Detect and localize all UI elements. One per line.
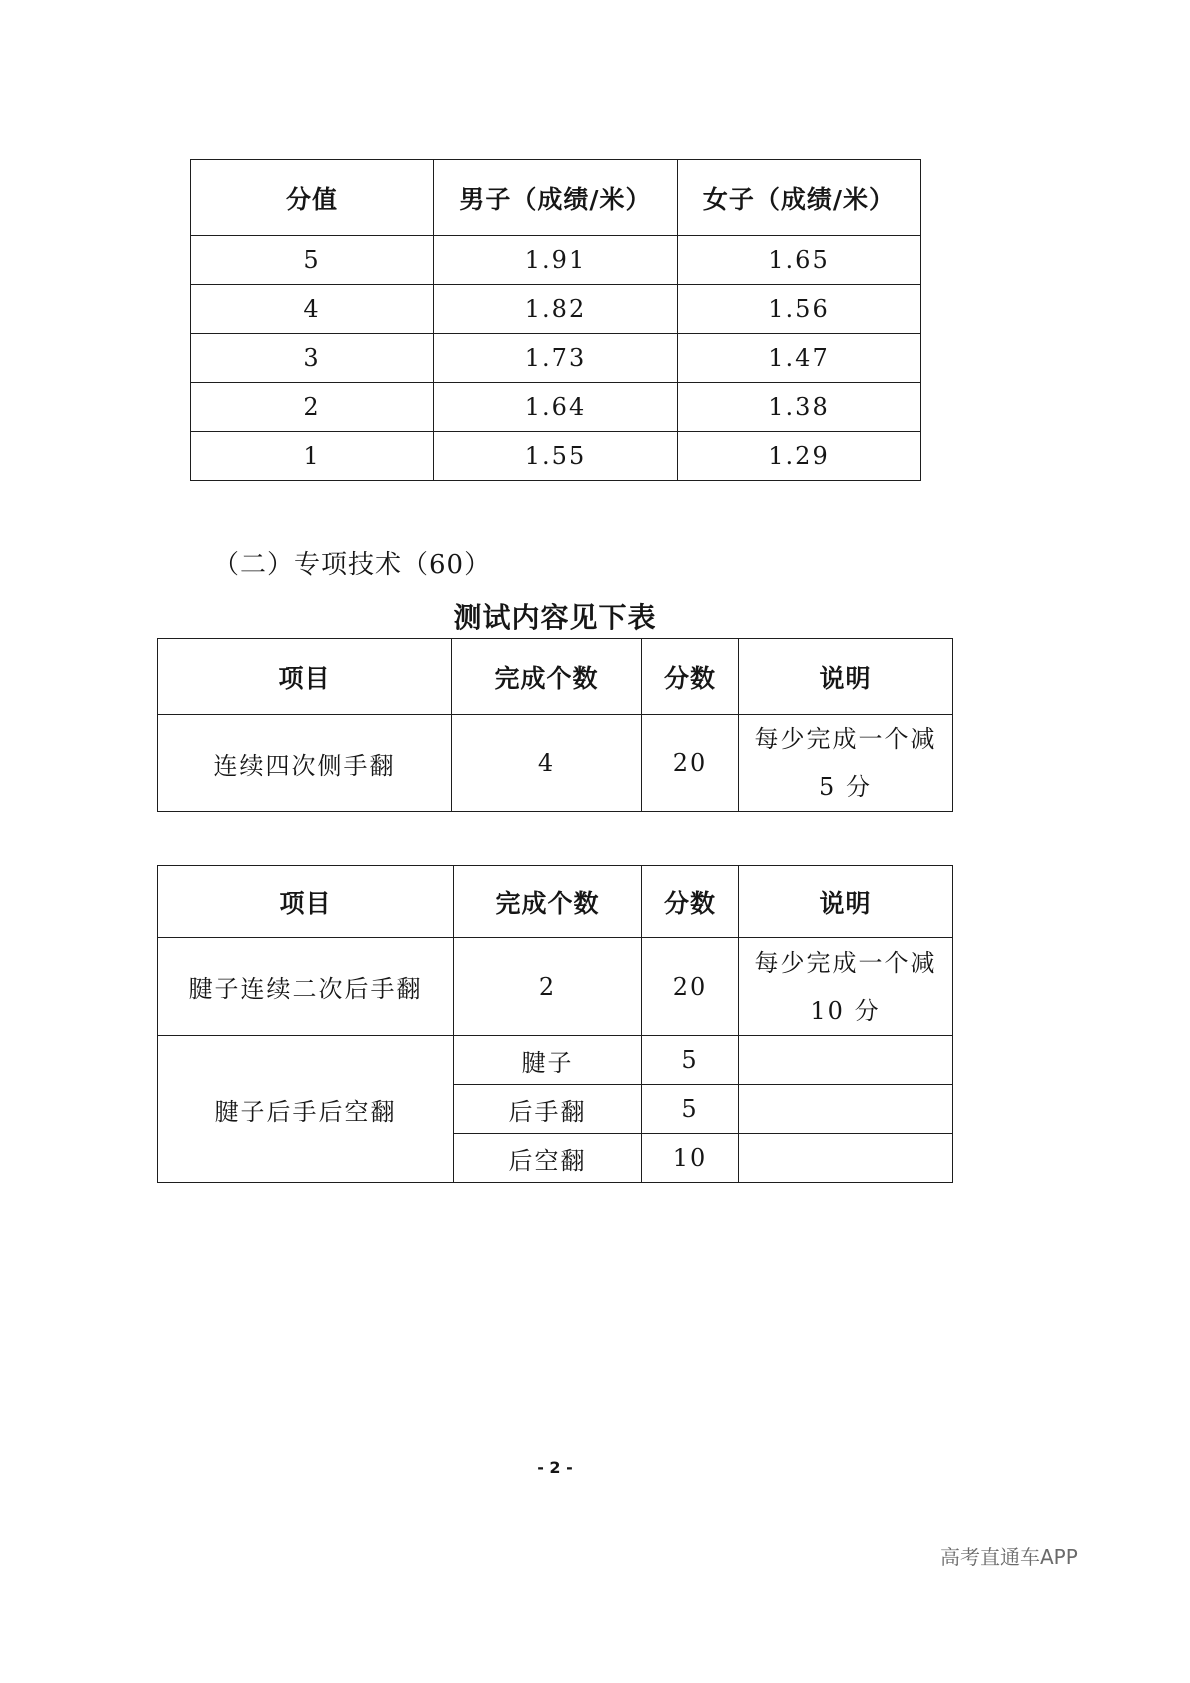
points-header: 分数	[642, 866, 739, 938]
score-table-header-row	[191, 160, 921, 236]
female-result-cell: 1.56	[678, 285, 921, 334]
page-number: - 2 -	[537, 1458, 573, 1477]
points-cell: 5	[642, 1036, 739, 1085]
score-cell: 5	[191, 236, 434, 285]
table-row	[158, 938, 953, 1036]
points-cell: 10	[642, 1134, 739, 1183]
female-result-cell: 1.38	[678, 383, 921, 432]
score-cell: 3	[191, 334, 434, 383]
note-line-1: 每少完成一个减	[754, 725, 937, 753]
count-cell: 4	[452, 715, 642, 812]
table-row	[191, 432, 921, 481]
points-cell: 20	[642, 715, 739, 812]
test-table-title: 测试内容见下表	[453, 601, 657, 634]
item-cell: 腱子连续二次后手翻	[158, 938, 454, 1036]
part-name-cell: 后空翻	[454, 1134, 642, 1183]
points-cell: 20	[642, 938, 739, 1036]
note-cell-empty	[739, 1085, 953, 1134]
table-row	[191, 285, 921, 334]
note-header: 说明	[739, 639, 953, 715]
count-cell: 2	[454, 938, 642, 1036]
score-cell: 2	[191, 383, 434, 432]
test-table-1-header-row	[158, 639, 953, 715]
table-row	[191, 334, 921, 383]
note-cell-empty	[739, 1134, 953, 1183]
points-header: 分数	[642, 639, 739, 715]
note-cell	[739, 938, 953, 1036]
note-line-2: 10 分	[810, 996, 881, 1025]
part-name-cell: 后手翻	[454, 1085, 642, 1134]
count-header: 完成个数	[454, 866, 642, 938]
score-table	[190, 159, 921, 481]
item-header: 项目	[158, 866, 454, 938]
test-table-1	[157, 638, 953, 812]
item-cell: 腱子后手后空翻	[158, 1036, 454, 1183]
note-cell-empty	[739, 1036, 953, 1085]
male-result-cell: 1.55	[434, 432, 678, 481]
male-result-cell: 1.64	[434, 383, 678, 432]
female-result-header: 女子（成绩/米）	[678, 160, 921, 236]
note-line-1: 每少完成一个减	[754, 948, 937, 977]
item-cell: 连续四次侧手翻	[158, 715, 452, 812]
test-table-2	[157, 865, 953, 1183]
score-cell: 4	[191, 285, 434, 334]
part-name-cell: 腱子	[454, 1036, 642, 1085]
table-row	[191, 383, 921, 432]
table-row	[191, 236, 921, 285]
score-header: 分值	[191, 160, 434, 236]
section-heading: （二）专项技术（60）	[213, 550, 492, 580]
score-cell: 1	[191, 432, 434, 481]
points-cell: 5	[642, 1085, 739, 1134]
female-result-cell: 1.29	[678, 432, 921, 481]
count-header: 完成个数	[452, 639, 642, 715]
female-result-cell: 1.47	[678, 334, 921, 383]
watermark: 高考直通车APP	[940, 1545, 1078, 1569]
male-result-cell: 1.73	[434, 334, 678, 383]
note-cell	[739, 715, 953, 812]
note-header: 说明	[739, 866, 953, 938]
item-header: 项目	[158, 639, 452, 715]
female-result-cell: 1.65	[678, 236, 921, 285]
note-line-2: 5 分	[819, 773, 872, 801]
test-table-2-header-row	[158, 866, 953, 938]
male-result-cell: 1.82	[434, 285, 678, 334]
table-row	[158, 1036, 953, 1085]
male-result-header: 男子（成绩/米）	[434, 160, 678, 236]
male-result-cell: 1.91	[434, 236, 678, 285]
table-row	[158, 715, 953, 812]
